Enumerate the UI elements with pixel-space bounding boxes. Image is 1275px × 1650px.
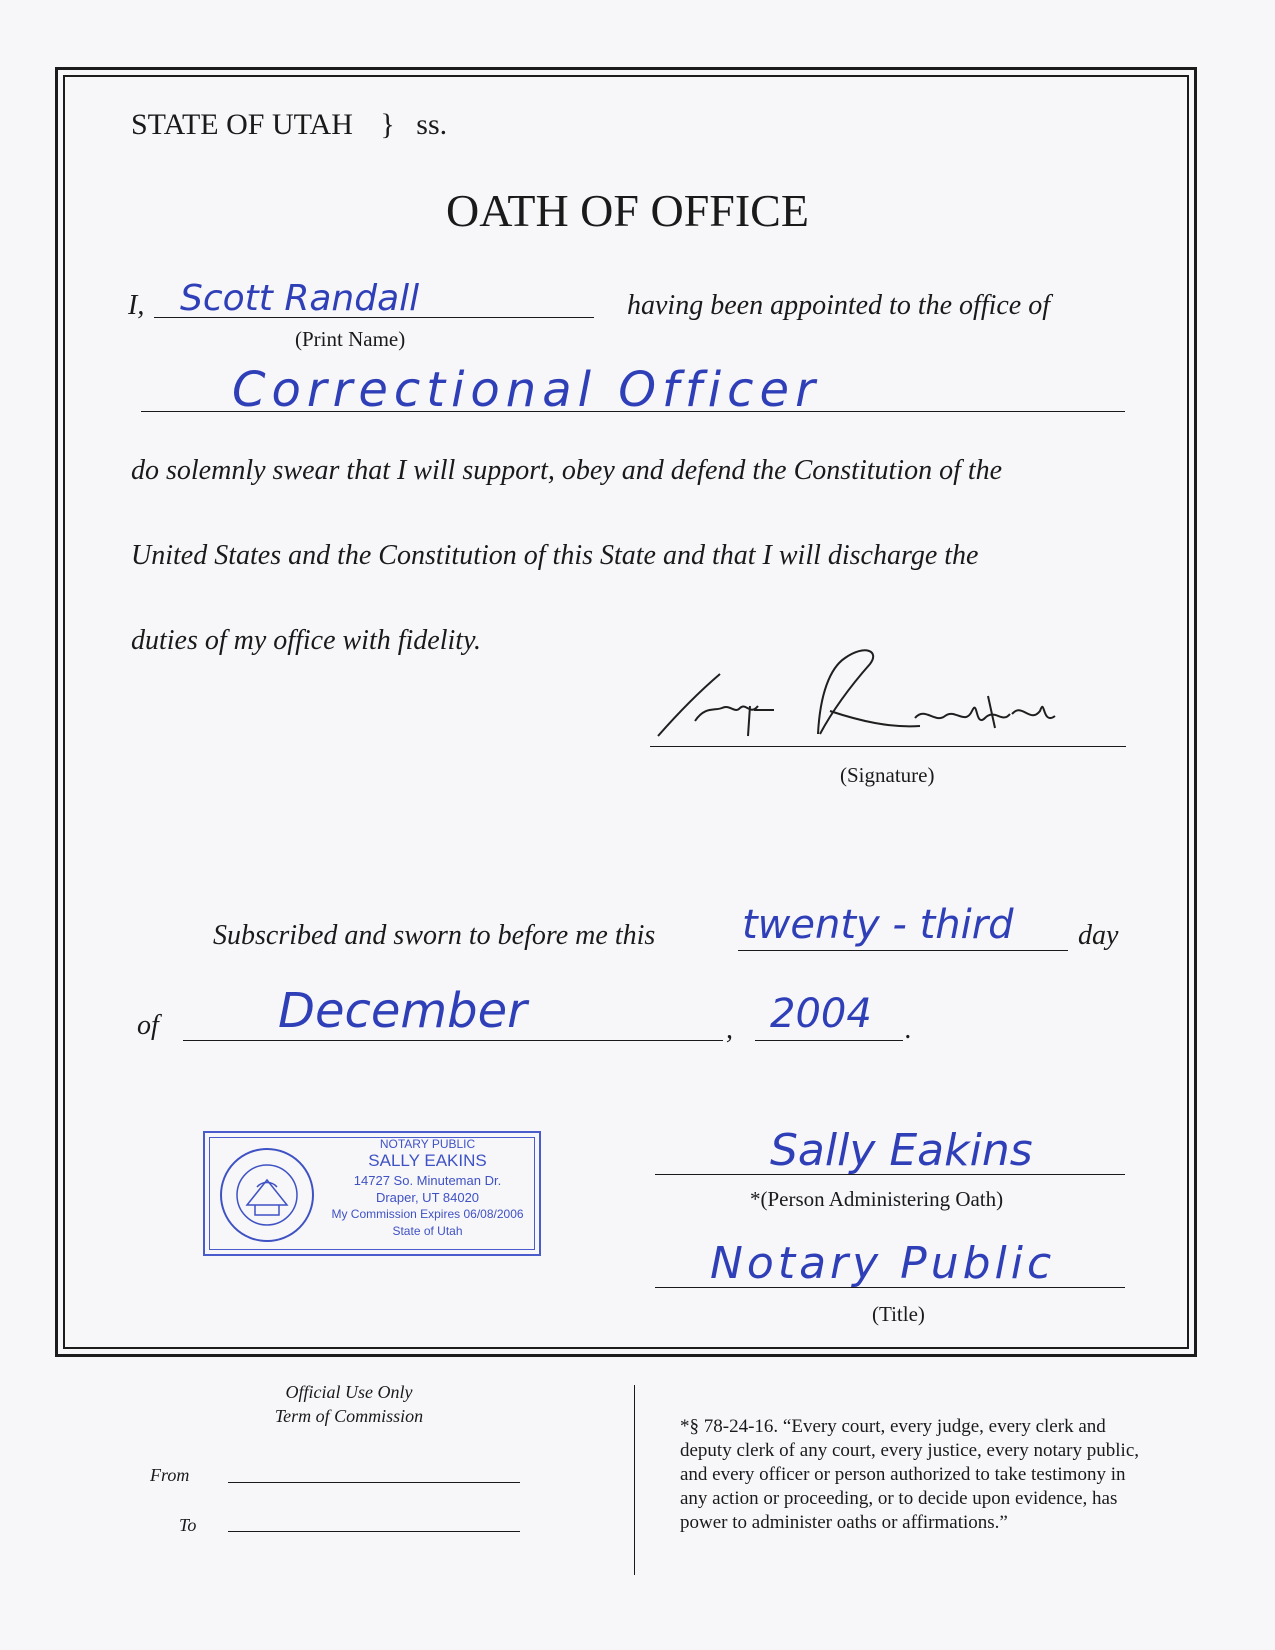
administrator-caption: *(Person Administering Oath): [750, 1187, 1004, 1211]
signature-line: [650, 746, 1126, 747]
to-line[interactable]: [228, 1531, 520, 1532]
statute-line-2: deputy clerk of any court, every justice, every notary public,: [680, 1440, 1139, 1461]
month-line: [183, 1040, 723, 1041]
day-word: day: [1078, 920, 1119, 951]
prefix-label: I,: [128, 290, 145, 321]
page-title: OATH OF OFFICE: [446, 185, 809, 236]
statute-line-4: any action or proceeding, or to decide upon evidence, has: [680, 1488, 1118, 1509]
stamp-state: State of Utah: [392, 1224, 463, 1238]
term-heading: Term of Commission: [274, 1406, 424, 1426]
oath-line-3: duties of my office with fidelity.: [131, 625, 481, 656]
from-line[interactable]: [228, 1482, 520, 1483]
notary-stamp: [203, 1131, 541, 1256]
month-handwritten: December: [278, 983, 527, 1039]
print-name-caption: (Print Name): [295, 327, 406, 351]
statute-line-5: power to administer oaths or affirmations.”: [680, 1512, 1008, 1533]
state-heading: [131, 108, 447, 142]
stamp-address1: 14727 So. Minuteman Dr.: [353, 1173, 502, 1188]
stamp-address2: Draper, UT 84020: [375, 1190, 480, 1205]
stamp-commission: My Commission Expires 06/08/2006: [331, 1207, 524, 1221]
date-period: .: [905, 1014, 912, 1045]
state-seal-icon: [217, 1145, 317, 1245]
statute-line-3: and every officer or person authorized to take testimony in: [680, 1464, 1126, 1485]
of-word: of: [137, 1010, 159, 1041]
applicant-signature: [650, 636, 1090, 751]
statute-line-1: *§ 78-24-16. “Every court, every judge, every clerk and: [680, 1416, 1106, 1437]
day-handwritten: twenty - third: [742, 902, 1014, 948]
day-line: [738, 950, 1068, 951]
sworn-text: Subscribed and sworn to before me this: [213, 920, 656, 951]
oath-line-2: United States and the Constitution of this State and that I will discharge the: [131, 540, 979, 571]
oath-line-1: do solemnly swear that I will support, obey and defend the Constitution of the: [131, 455, 1003, 486]
name-handwritten: Scott Randall: [180, 278, 420, 319]
date-comma: ,: [726, 1014, 733, 1045]
from-label: From: [150, 1465, 190, 1485]
appointed-text: having been appointed to the office of: [627, 290, 1051, 321]
stamp-title: NOTARY PUBLIC: [379, 1137, 476, 1151]
title-caption: (Title): [872, 1302, 925, 1326]
stamp-name: SALLY EAKINS: [368, 1151, 487, 1170]
bottom-divider: [634, 1385, 635, 1575]
year-line: [755, 1040, 903, 1041]
year-handwritten: 2004: [770, 991, 872, 1037]
administrator-signature: Sally Eakins: [770, 1125, 1033, 1176]
applicant-signature-scribble: [650, 636, 1090, 751]
brace: }: [380, 108, 395, 141]
signature-caption: (Signature): [840, 763, 935, 787]
to-label: To: [179, 1515, 197, 1535]
office-handwritten: Correctional Officer: [232, 362, 821, 418]
official-use-heading: Official Use Only: [285, 1382, 413, 1402]
ss-label: ss.: [416, 108, 448, 141]
state-label: STATE OF UTAH: [131, 108, 353, 141]
title-handwritten: Notary Public: [710, 1238, 1056, 1289]
